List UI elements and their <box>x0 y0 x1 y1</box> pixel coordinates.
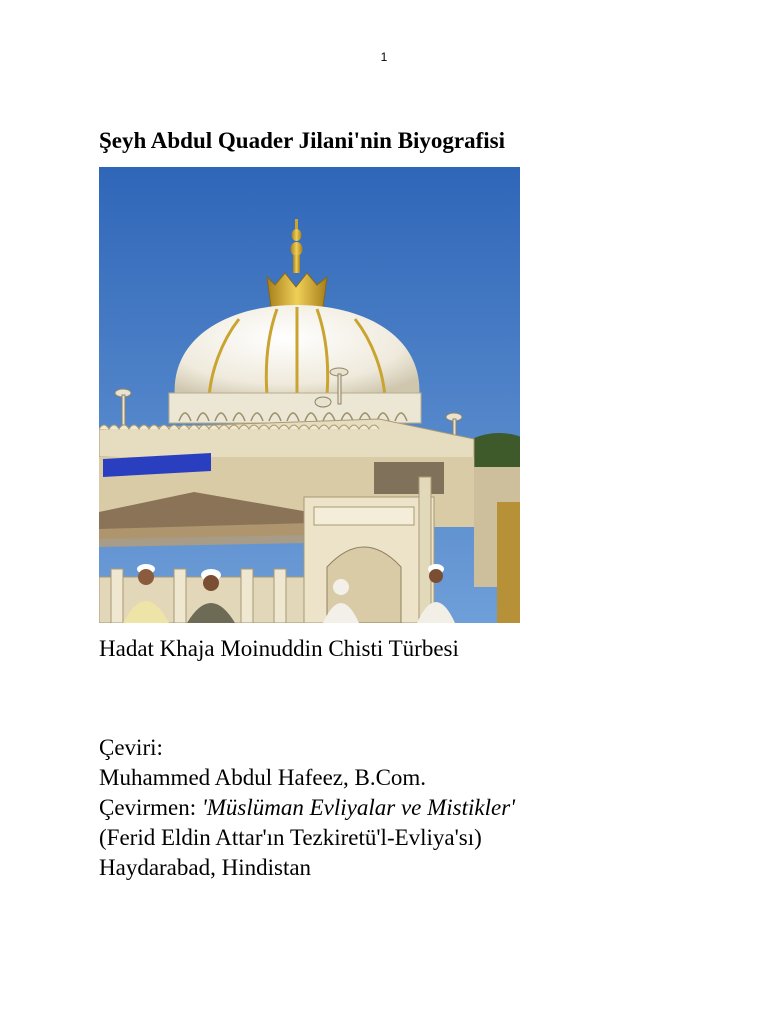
translator-name: Muhammed Abdul Hafeez, B.Com. <box>99 765 427 790</box>
translated-from-prefix: Çevirmen: <box>99 795 202 820</box>
document-title: Şeyh Abdul Quader Jilani'nin Biyografisi <box>99 128 506 153</box>
credits-block <box>99 733 515 883</box>
page-number: 1 <box>380 50 388 64</box>
translated-from-line <box>99 793 515 823</box>
source-note: (Ferid Eldin Attar'ın Tezkiretü'l-Evliya'sı) <box>99 825 482 850</box>
credits-label: Çeviri: <box>99 735 163 760</box>
location: Haydarabad, Hindistan <box>99 855 312 880</box>
image-caption: Hadat Khaja Moinuddin Chisti Türbesi <box>99 636 459 661</box>
shrine-photo <box>99 167 520 623</box>
dome-drum <box>169 393 421 423</box>
gateway <box>304 477 434 623</box>
book-title: 'Müslüman Evliyalar ve Mistikler' <box>201 795 516 820</box>
